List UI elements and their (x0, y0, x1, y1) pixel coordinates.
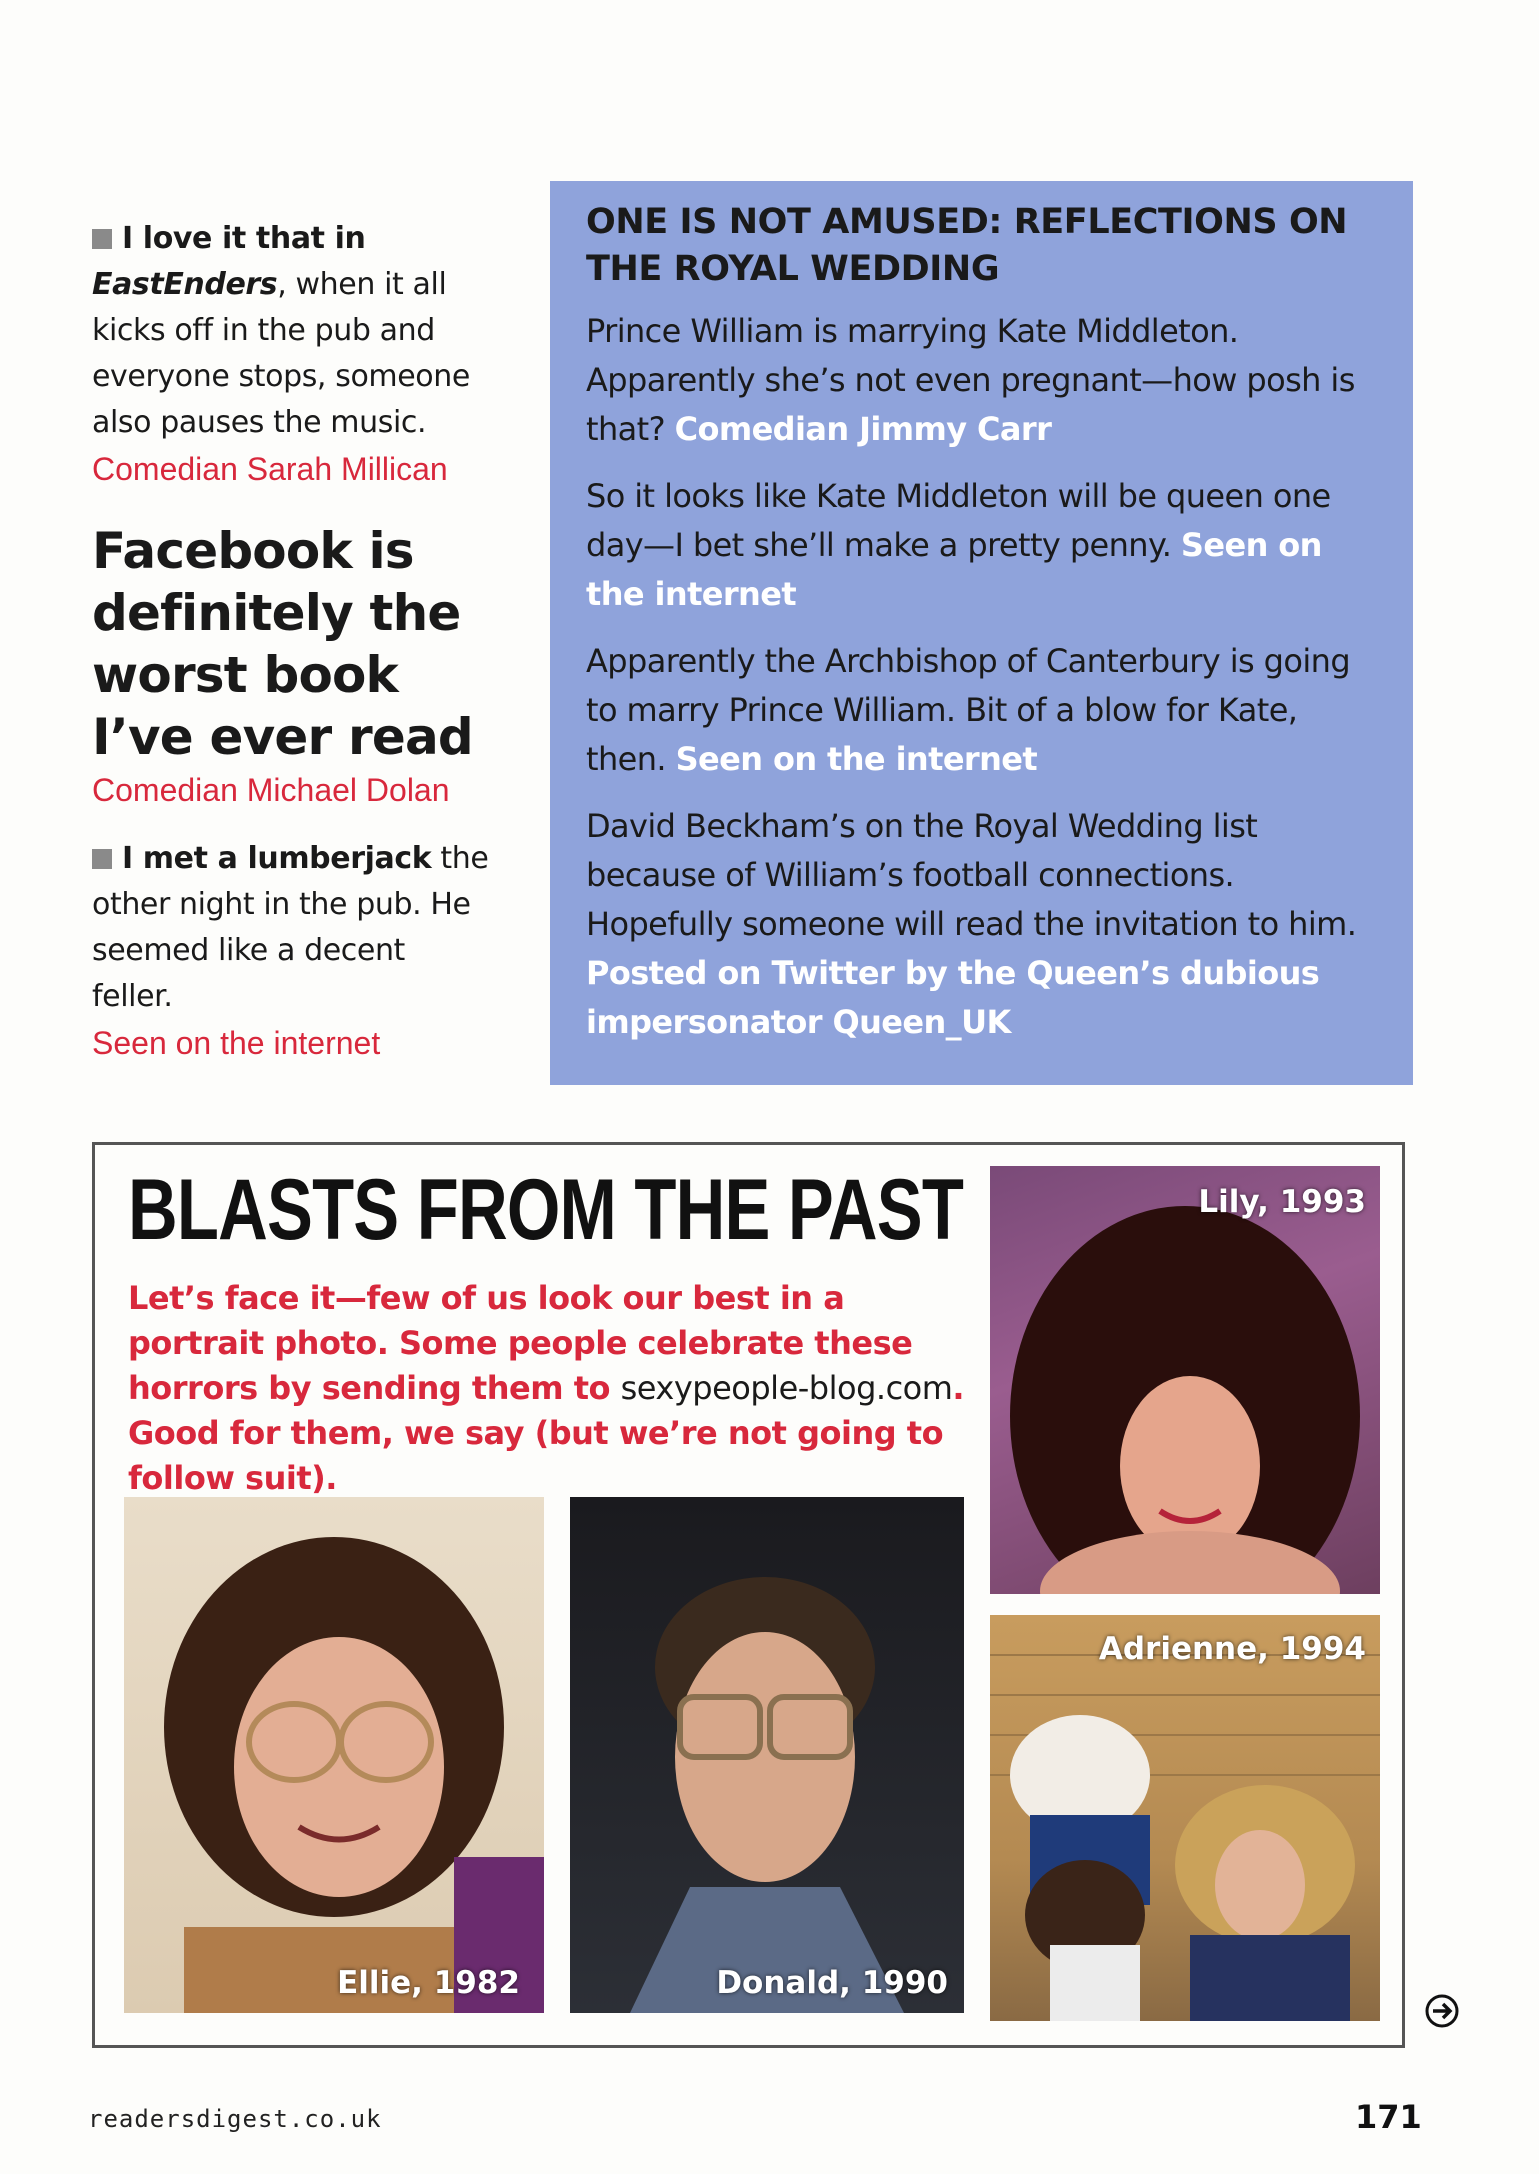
bullet-square-icon (92, 849, 112, 869)
bullet-square-icon (92, 229, 112, 249)
next-arrow-icon (1424, 1993, 1460, 2029)
intro-text: Let’s face it—few of us look our best in a portrait photo. Some people celebrate these horrors by sending them to (128, 1279, 913, 1407)
pull-quote-text: Facebook is definitely the worst book I’ve ever read (92, 522, 473, 766)
photo-caption: Adrienne, 1994 (1098, 1631, 1366, 1667)
photo-ellie (124, 1497, 544, 2013)
royal-joke-3 (586, 637, 1383, 784)
joke-lead: I met a lumberjack (122, 841, 432, 876)
footer-url: readersdigest.co.uk (88, 2105, 382, 2133)
pull-quote-credit: Comedian Michael Dolan (92, 772, 450, 808)
blasts-title: BLASTS FROM THE PAST (128, 1162, 964, 1258)
photo-adrienne (990, 1615, 1380, 2021)
royal-joke-1 (586, 307, 1383, 454)
photo-caption: Lily, 1993 (1198, 1184, 1366, 1220)
royal-joke-text: David Beckham’s on the Royal Wedding list because of William’s football connections. Hopefully someone will read the invitation to him. (586, 807, 1357, 943)
royal-joke-2 (586, 472, 1383, 619)
pull-quote (92, 520, 512, 812)
show-name: EastEnders (92, 267, 278, 302)
royal-joke-credit: Seen on the internet (675, 740, 1038, 778)
royal-joke-credit: Comedian Jimmy Carr (674, 410, 1052, 448)
joke-eastenders (92, 216, 492, 492)
blasts-intro (128, 1276, 988, 1501)
photo-caption: Donald, 1990 (716, 1965, 948, 2001)
photo-donald (570, 1497, 964, 2013)
page-number: 171 (1355, 2098, 1422, 2136)
portrait-adrienne-image (990, 1615, 1380, 2021)
joke-body: the other night in the pub. He seemed like a decent feller. (92, 841, 489, 1014)
royal-joke-4 (586, 802, 1383, 1047)
portrait-donald-image (570, 1497, 964, 2013)
joke-credit: Comedian Sarah Millican (92, 451, 448, 487)
royal-box-title: ONE IS NOT AMUSED: REFLECTIONS ON THE ROYAL WEDDING (586, 202, 1348, 289)
royal-joke-credit: Seen on the internet (586, 526, 1322, 613)
royal-joke-text: Apparently the Archbishop of Canterbury is going to marry Prince William. Bit of a blow for Kate, then. (586, 642, 1351, 778)
portrait-ellie-image (124, 1497, 544, 2013)
royal-wedding-box (550, 181, 1413, 1085)
blog-link[interactable]: sexypeople-blog.com (620, 1369, 953, 1407)
photo-lily (990, 1166, 1380, 1594)
joke-body: , when it all kicks off in the pub and everyone stops, someone also pauses the music. (92, 267, 470, 440)
joke-credit: Seen on the internet (92, 1025, 381, 1061)
royal-joke-credit: Posted on Twitter by the Queen’s dubious impersonator Queen_UK (586, 954, 1320, 1041)
joke-lumberjack (92, 836, 492, 1066)
intro-text: . Good for them, we say (but we’re not going to follow suit). (128, 1369, 965, 1497)
royal-joke-text: So it looks like Kate Middleton will be queen one day—I bet she’ll make a pretty penny. (586, 477, 1331, 564)
joke-lead: I love it that in (122, 221, 366, 256)
royal-joke-text: Prince William is marrying Kate Middleton. Apparently she’s not even pregnant—how posh is that? (586, 312, 1355, 448)
portrait-lily-image (990, 1166, 1380, 1594)
photo-caption: Ellie, 1982 (337, 1965, 520, 2001)
